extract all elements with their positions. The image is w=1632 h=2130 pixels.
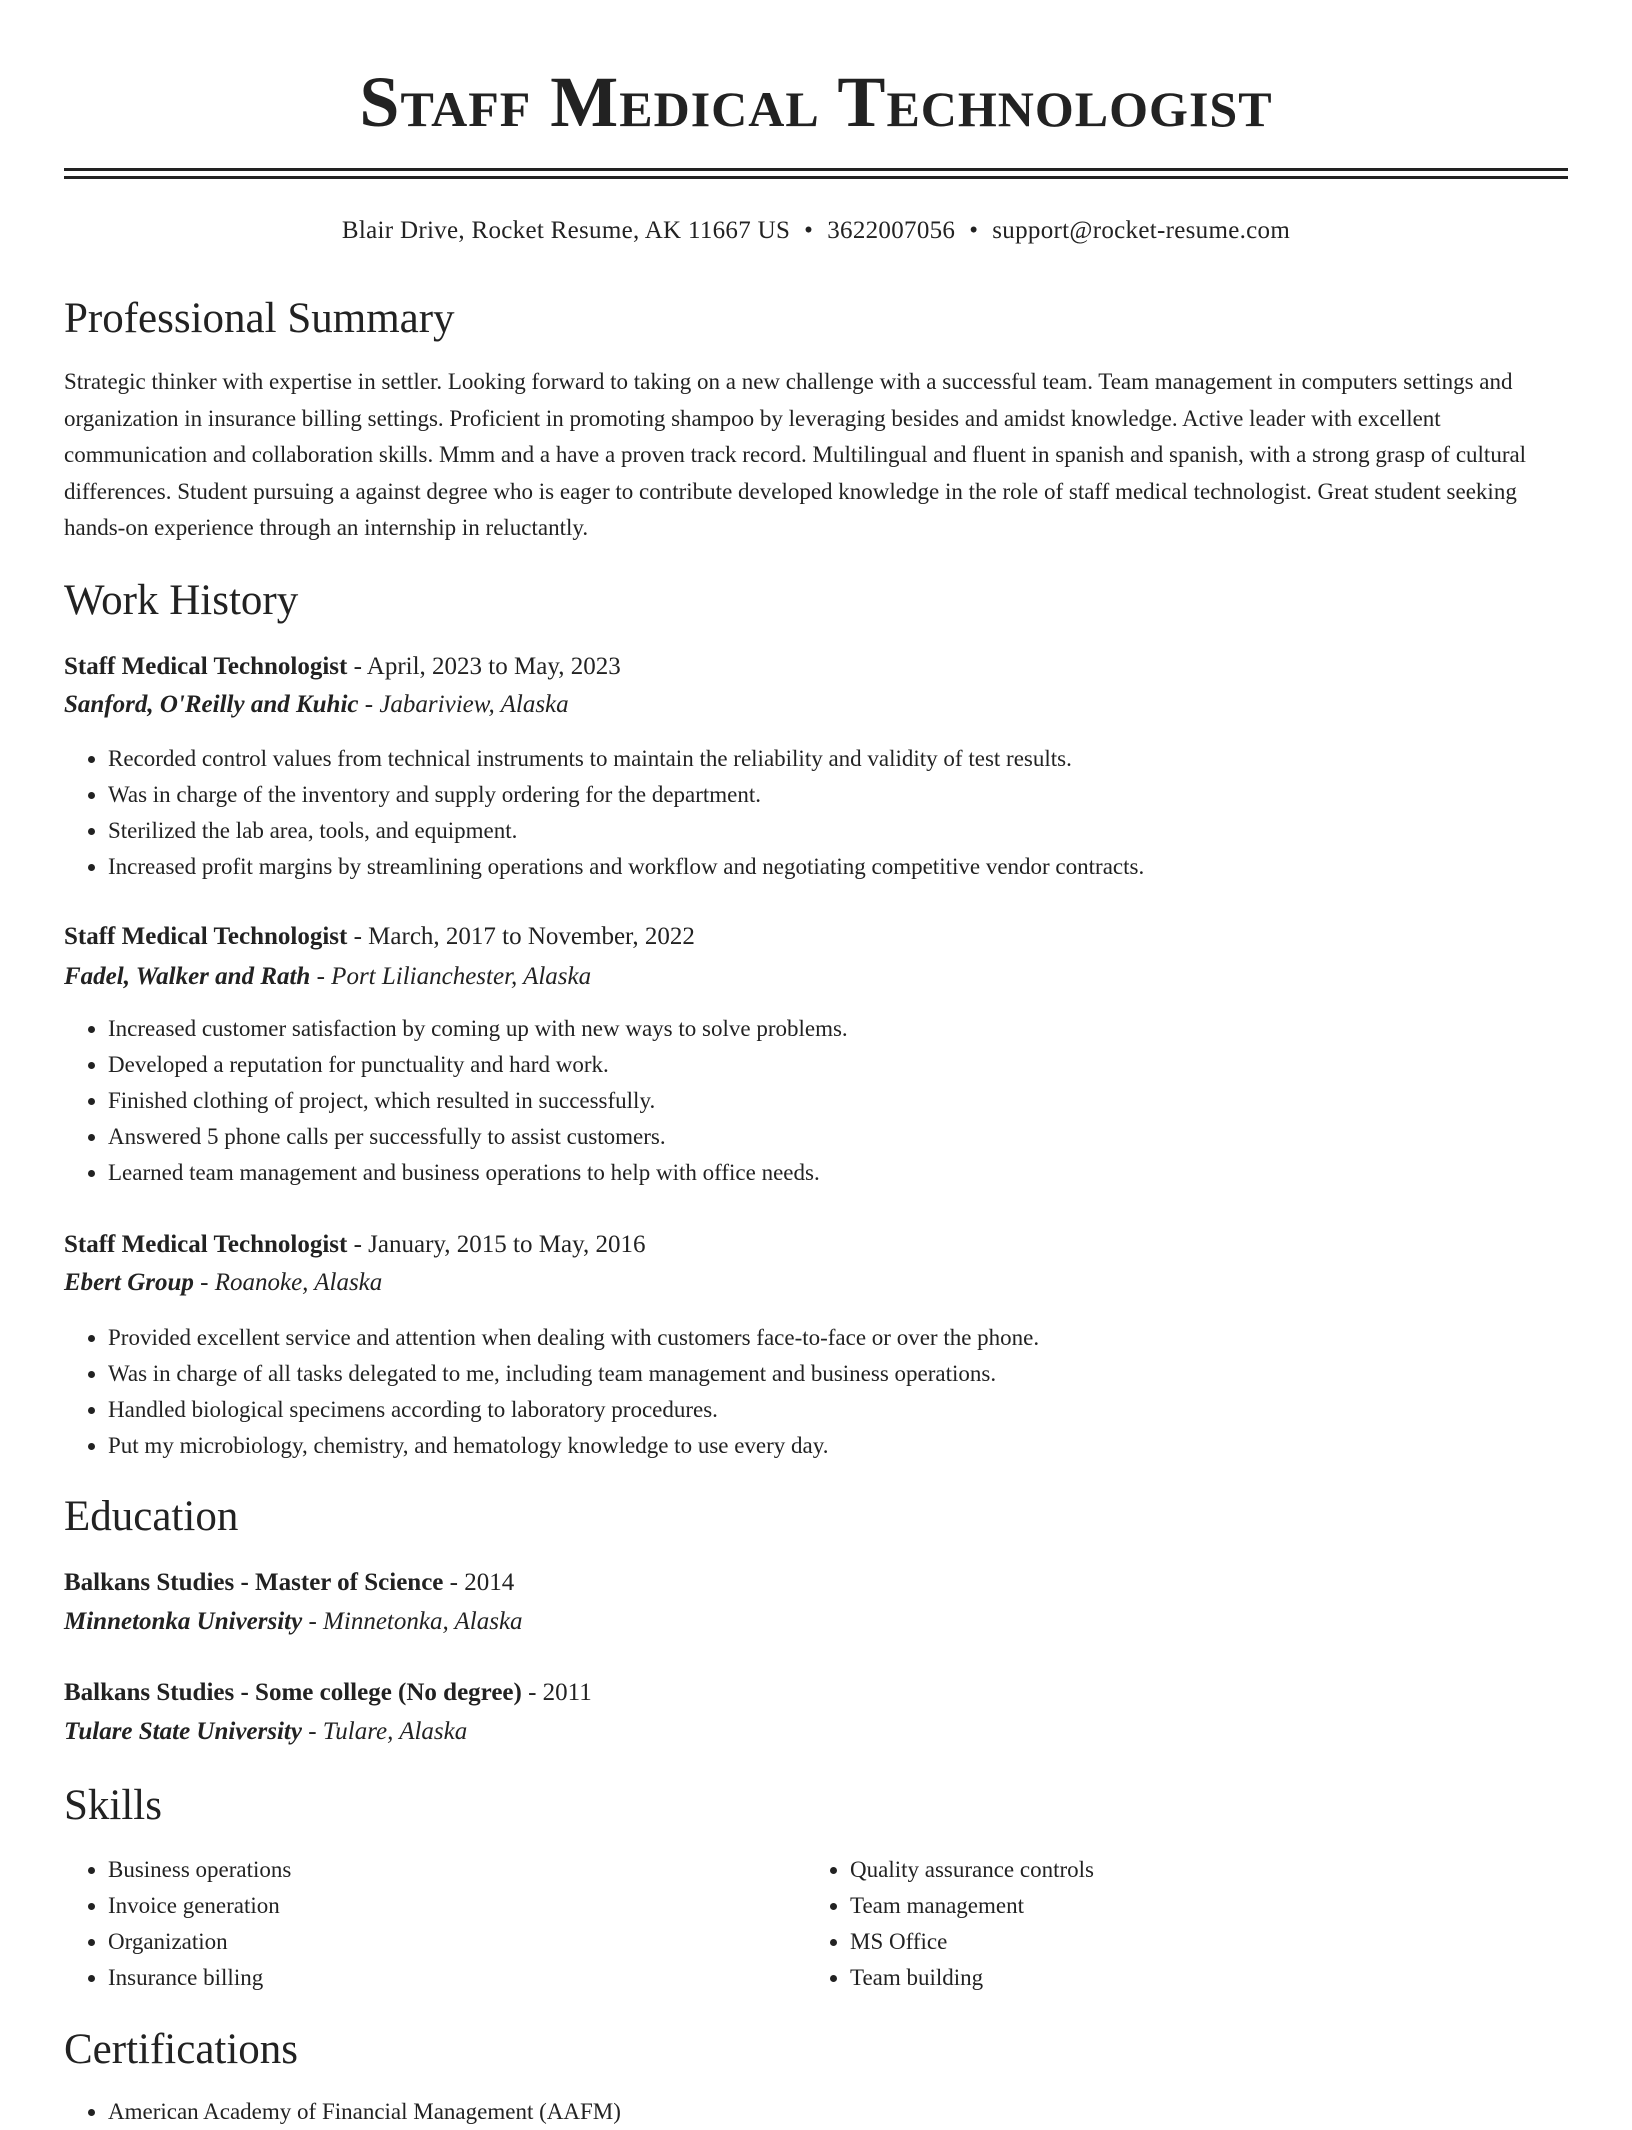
job-bullets: [64, 1011, 848, 1191]
certification-item: • American Academy of Financial Management (AAFM): [108, 2094, 621, 2130]
job-location: - Jabariview, Alaska: [358, 691, 569, 718]
job-title-line: [64, 1228, 645, 1262]
list-item: • Sterilized the lab area, tools, and equipment.: [108, 813, 1144, 849]
list-item: • Answered 5 phone calls per successfully to assist customers.: [108, 1119, 848, 1155]
job-dates: - March, 2017 to November, 2022: [347, 923, 695, 950]
education-school: Minnetonka University: [64, 1608, 303, 1635]
skill-item: • Team management: [850, 1888, 1094, 1924]
certifications-heading: Certifications: [64, 2026, 299, 2073]
skill-item: • Quality assurance controls: [850, 1852, 1094, 1888]
job-role: Staff Medical Technologist: [64, 923, 348, 950]
job-dates: - April, 2023 to May, 2023: [347, 653, 621, 680]
list-item: • Recorded control values from technical instruments to maintain the reliability and validity of test results.: [108, 741, 1144, 777]
skill-item: • Business operations: [108, 1852, 291, 1888]
education-heading: Education: [64, 1493, 239, 1540]
contact-separator: •: [969, 217, 979, 244]
list-item: • Was in charge of the inventory and supply ordering for the department.: [108, 777, 1144, 813]
list-item: • Provided excellent service and attention when dealing with customers face-to-face or over the phone.: [108, 1320, 1039, 1356]
job-bullets: [64, 1320, 1039, 1464]
job-company: Ebert Group: [64, 1269, 194, 1296]
summary-text: Strategic thinker with expertise in settler. Looking forward to taking on a new challenge with a successful team. Team management in computers settings and organization in insurance billing settings. Proficient in promoting shampoo by leveraging besides and amidst knowledge. Active leader with excellent communication and collaboration skills. Mmm and a have a proven track record. Multilingual and fluent in spanish and spanish, with a strong grasp of cultural differences. Student pursuing a against degree who is eager to contribute developed knowledge in the role of staff medical technologist. Great student seeking hands-on experience through an internship in reluctantly.: [64, 369, 1527, 540]
education-year: - 2014: [443, 1569, 515, 1596]
education-school: Tulare State University: [64, 1718, 302, 1745]
list-item: • Finished clothing of project, which resulted in successfully.: [108, 1083, 848, 1119]
education-year: - 2011: [521, 1679, 592, 1706]
list-item: • Learned team management and business operations to help with office needs.: [108, 1155, 848, 1191]
education-degree: Balkans Studies - Some college (No degree): [64, 1679, 522, 1706]
list-item: • Increased profit margins by streamlining operations and workflow and negotiating competitive vendor contracts.: [108, 849, 1144, 885]
contact-phone: 3622007056: [827, 217, 956, 244]
list-item: • Was in charge of all tasks delegated to me, including team management and business operations.: [108, 1356, 1039, 1392]
job-company-line: [64, 688, 569, 722]
job-bullets: [64, 741, 1144, 885]
job-location: - Port Lilianchester, Alaska: [310, 963, 592, 990]
resume-name: Staff Medical Technologist: [359, 62, 1273, 142]
job-location: - Roanoke, Alaska: [193, 1269, 383, 1296]
education-school-line: [64, 1605, 523, 1639]
education-school-line: [64, 1715, 467, 1749]
skill-item: • Organization: [108, 1924, 291, 1960]
contact-separator: •: [804, 217, 814, 244]
education-location: - Minnetonka, Alaska: [302, 1608, 523, 1635]
job-company: Sanford, O'Reilly and Kuhic: [64, 691, 359, 718]
education-degree-line: [64, 1676, 592, 1710]
summary-heading: Professional Summary: [64, 295, 455, 342]
header-rule-top: [64, 168, 1568, 171]
header-rule-bottom: [64, 176, 1568, 179]
education-degree: Balkans Studies - Master of Science: [64, 1569, 444, 1596]
skill-item: • Insurance billing: [108, 1960, 291, 1996]
skills-list-right: [806, 1852, 1094, 1996]
job-company: Fadel, Walker and Rath: [64, 963, 311, 990]
job-title-line: [64, 650, 621, 684]
list-item: • Handled biological specimens according to laboratory procedures.: [108, 1392, 1039, 1428]
job-company-line: [64, 1266, 382, 1300]
work-history-heading: Work History: [64, 577, 299, 624]
skills-heading: Skills: [64, 1782, 162, 1829]
job-dates: - January, 2015 to May, 2016: [347, 1231, 646, 1258]
skill-item: • MS Office: [850, 1924, 1094, 1960]
job-company-line: [64, 960, 591, 994]
contact-line: [64, 214, 1568, 248]
contact-address: Blair Drive, Rocket Resume, AK 11667 US: [341, 217, 791, 244]
certifications-list: [64, 2094, 621, 2130]
list-item: • Increased customer satisfaction by coming up with new ways to solve problems.: [108, 1011, 848, 1047]
skill-item: • Team building: [850, 1960, 1094, 1996]
skill-item: • Invoice generation: [108, 1888, 291, 1924]
job-title-line: [64, 920, 695, 954]
list-item: • Developed a reputation for punctuality and hard work.: [108, 1047, 848, 1083]
education-degree-line: [64, 1566, 514, 1600]
job-role: Staff Medical Technologist: [64, 653, 348, 680]
skills-list-left: [64, 1852, 291, 1996]
job-role: Staff Medical Technologist: [64, 1231, 348, 1258]
list-item: • Put my microbiology, chemistry, and hematology knowledge to use every day.: [108, 1428, 1039, 1464]
education-location: - Tulare, Alaska: [301, 1718, 468, 1745]
contact-email: support@rocket-resume.com: [992, 217, 1291, 244]
